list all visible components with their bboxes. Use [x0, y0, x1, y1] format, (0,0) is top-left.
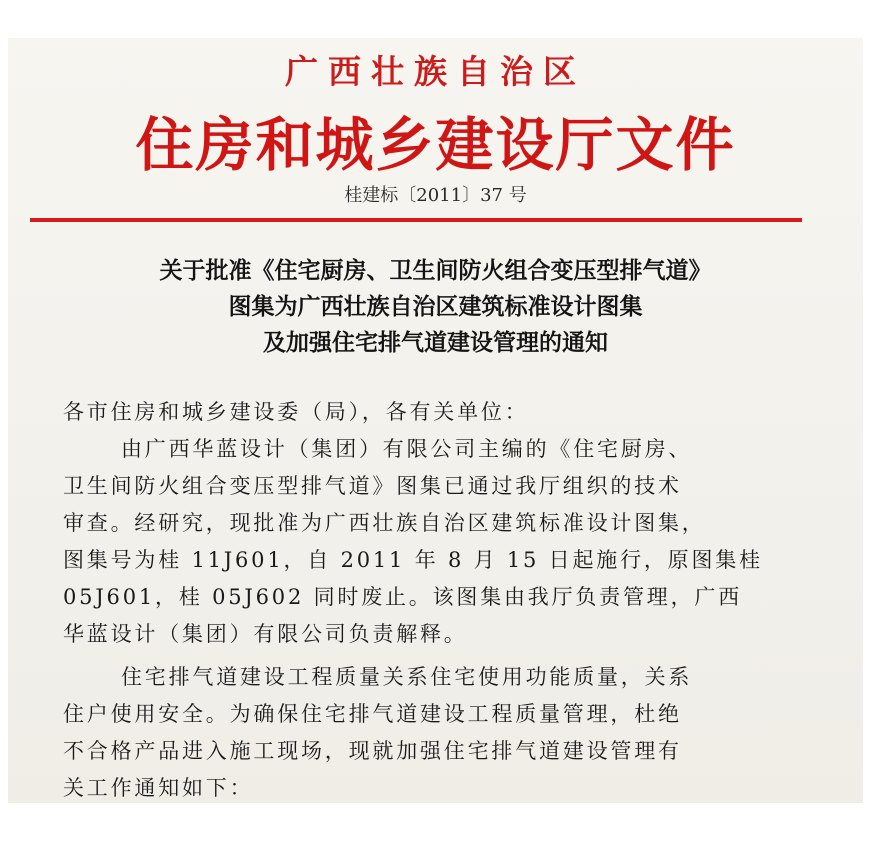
- paragraph-line: 住宅排气道建设工程质量关系住宅使用功能质量，关系: [121, 665, 693, 689]
- issuer-region: 广西壮族自治区: [285, 52, 586, 91]
- title-line-2: 图集为广西壮族自治区建筑标准设计图集: [228, 293, 643, 320]
- title-line-3: 及加强住宅排气道建设管理的通知: [263, 329, 608, 356]
- issuer-department: 住房和城乡建设厅文件: [135, 111, 736, 179]
- paragraph-line: 关工作通知如下：: [63, 776, 254, 800]
- title-line-1: 关于批准《住宅厨房、卫生间防火组合变压型排气道》: [159, 257, 712, 284]
- paragraph-line: 由广西华蓝设计（集团）有限公司主编的《住宅厨房、: [121, 437, 693, 461]
- red-divider: [30, 218, 802, 222]
- document-number: 桂建标〔2011〕37 号: [344, 185, 527, 206]
- paragraph-2: [63, 659, 843, 803]
- paragraph-line: 卫生间防火组合变压型排气道》图集已通过我厅组织的技术: [63, 474, 682, 498]
- document-page: [8, 38, 863, 803]
- paragraph-line: 审查。经研究，现批准为广西壮族自治区建筑标准设计图集，: [63, 511, 706, 535]
- paragraph-line: 住户使用安全。为确保住宅排气道建设工程质量管理，杜绝: [63, 702, 682, 726]
- paragraph-line: 图集号为桂 11J601，自 2011 年 8 月 15 日起施行，原图集桂: [63, 548, 763, 572]
- paragraph-line: 05J601，桂 05J602 同时废止。该图集由我厅负责管理，广西: [63, 585, 742, 609]
- paragraph-1: [63, 431, 843, 653]
- notice-title: [8, 253, 863, 361]
- paragraph-line: 华蓝设计（集团）有限公司负责解释。: [63, 622, 468, 646]
- paragraph-line: 不合格产品进入施工现场，现就加强住宅排气道建设管理有: [63, 739, 682, 763]
- notice-body: [63, 394, 843, 803]
- salutation: 各市住房和城乡建设委（局），各有关单位：: [63, 400, 529, 424]
